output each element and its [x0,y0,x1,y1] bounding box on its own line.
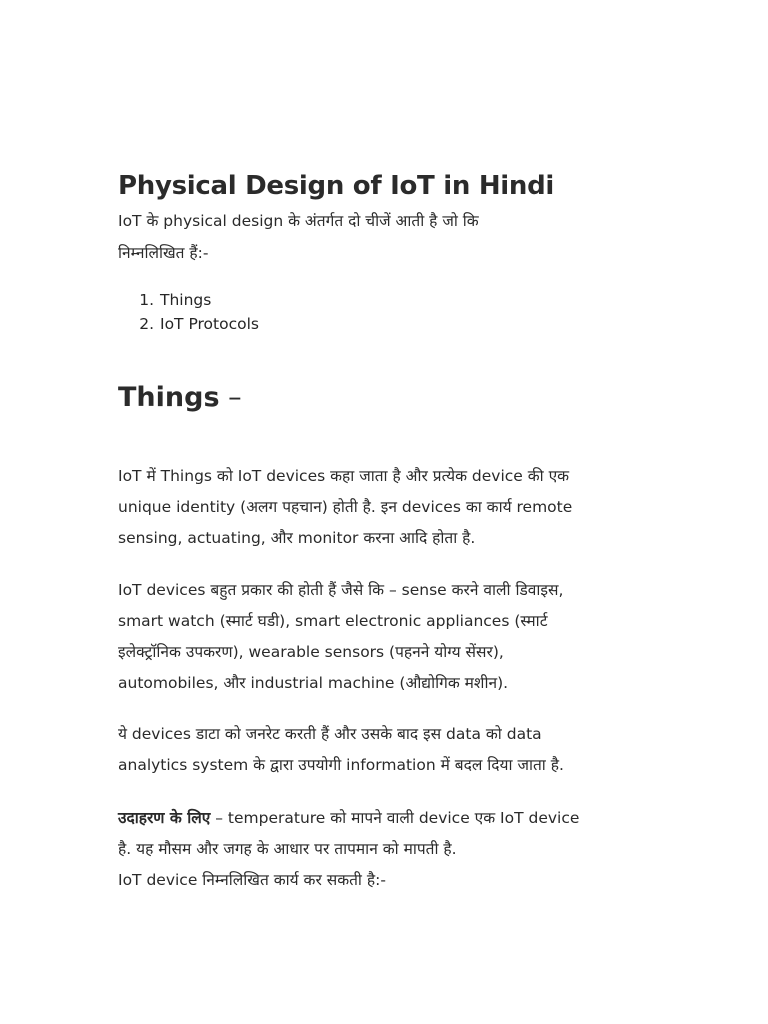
list-item-number: 1. [139,291,154,309]
paragraph-line: IoT device निम्नलिखित कार्य कर सकती है:- [118,871,386,889]
list-item [118,312,259,336]
list-item-label: Things [160,291,212,309]
list-item-label: IoT Protocols [160,315,259,333]
paragraph-line: इलेक्ट्रॉनिक उपकरण), wearable sensors (पहनने योग्य सेंसर), [118,643,504,661]
paragraph-line: IoT में Things को IoT devices कहा जाता है और प्रत्येक device की एक [118,467,570,485]
section-title-dash: – [219,382,242,413]
example-label: उदाहरण के लिए [118,809,211,827]
paragraph-line: ये devices डाटा को जनरेट करती हैं और उसके बाद इस data को data [118,725,542,743]
paragraph-line: unique identity (अलग पहचान) होती है. इन devices का कार्य remote [118,498,573,516]
paragraph-things-definition [118,461,658,554]
list-item-number: 2. [139,315,154,333]
page-title: Physical Design of IoT in Hindi [118,171,555,201]
paragraph-line: IoT devices बहुत प्रकार की होती हैं जैसे कि – sense करने वाली डिवाइस, [118,581,564,599]
intro-line-2: निम्नलिखित हैं:- [118,244,209,262]
section-title: Things [118,382,220,413]
paragraph-line: है. यह मौसम और जगह के आधार पर तापमान को मापती है. [118,840,457,858]
example-text: – temperature को मापने वाली device एक IoT device [210,809,580,827]
paragraph-line [118,803,658,834]
intro-line-1: IoT के physical design के अंतर्गत दो चीजें आती है जो कि [118,212,479,230]
paragraph-data-generation [118,719,658,781]
component-list [118,288,259,336]
intro-paragraph [118,205,658,269]
paragraph-device-types [118,575,658,699]
paragraph-example [118,803,658,896]
paragraph-line: analytics system के द्वारा उपयोगी information में बदल दिया जाता है. [118,756,564,774]
paragraph-line: smart watch (स्मार्ट घडी), smart electronic appliances (स्मार्ट [118,612,548,630]
section-heading-things [118,380,242,416]
list-item [118,288,259,312]
paragraph-line: sensing, actuating, और monitor करना आदि होता है. [118,529,476,547]
paragraph-line: automobiles, और industrial machine (औद्योगिक मशीन). [118,674,509,692]
